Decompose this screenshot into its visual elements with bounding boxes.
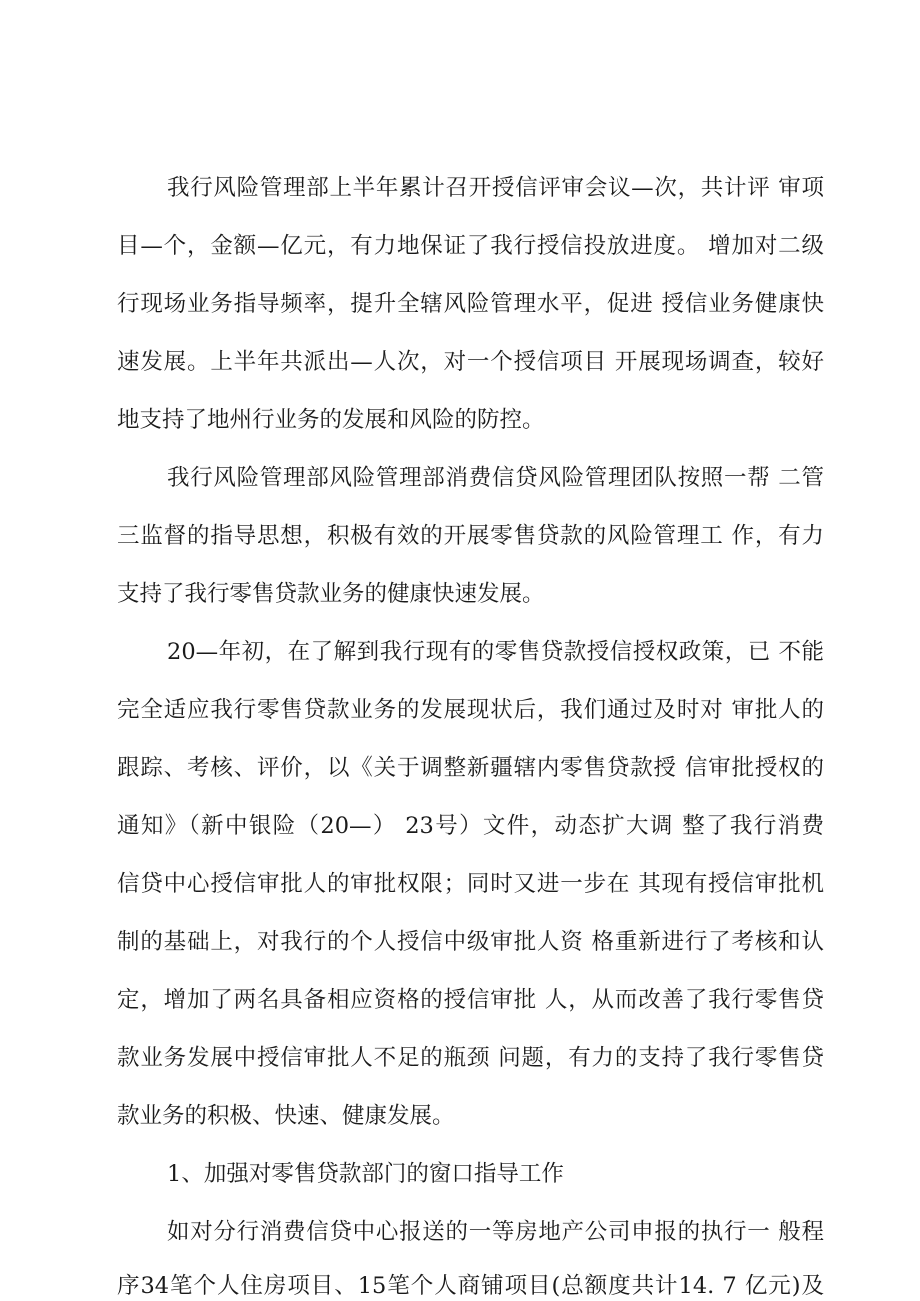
paragraph-2-line-3: 支持了我行零售贷款业务的健康快速发展。 <box>117 581 545 607</box>
section-heading-1: 1、加强对零售贷款部门的窗口指导工作 <box>167 1161 564 1187</box>
paragraph-2-line-2: 三监督的指导思想，积极有效的开展零售贷款的风险管理工 作，有力 <box>117 523 824 549</box>
paragraph-3-line-4: 通知》（新中银险（20—） 23号）文件，动态扩大调 整了我行消费 <box>117 813 824 839</box>
paragraph-4-line-2: 序34笔个人住房项目、15笔个人商铺项目(总额度共计14. 7 亿元)及 <box>117 1273 824 1299</box>
paragraph-1-line-4: 速发展。上半年共派出—人次，对一个授信项目 开展现场调查，较好 <box>117 349 824 375</box>
paragraph-3-line-9: 款业务的积极、快速、健康发展。 <box>117 1103 455 1129</box>
paragraph-2-line-1: 我行风险管理部风险管理部消费信贷风险管理团队按照一帮 二管 <box>167 465 824 491</box>
paragraph-4-line-1: 如对分行消费信贷中心报送的一等房地产公司申报的执行一 般程 <box>167 1219 824 1245</box>
paragraph-3-line-6: 制的基础上，对我行的个人授信中级审批人资 格重新进行了考核和认 <box>117 929 824 955</box>
paragraph-3-line-2: 完全适应我行零售贷款业务的发展现状后，我们通过及时对 审批人的 <box>117 697 824 723</box>
paragraph-1-line-1: 我行风险管理部上半年累计召开授信评审会议—次，共计评 审项 <box>167 175 824 201</box>
paragraph-3-line-5: 信贷中心授信审批人的审批权限；同时又进一步在 其现有授信审批机 <box>117 871 824 897</box>
paragraph-3-line-1: 20—年初，在了解到我行现有的零售贷款授信授权政策，已 不能 <box>167 639 824 665</box>
paragraph-1-line-5: 地支持了地州行业务的发展和风险的防控。 <box>117 407 545 433</box>
paragraph-3-line-3: 跟踪、考核、评价，以《关于调整新疆辖内零售贷款授 信审批授权的 <box>117 755 824 781</box>
paragraph-1-line-2: 目—个，金额—亿元，有力地保证了我行授信投放进度。 增加对二级 <box>117 233 824 259</box>
paragraph-1-line-3: 行现场业务指导频率，提升全辖风险管理水平，促进 授信业务健康快 <box>117 291 824 317</box>
paragraph-3-line-8: 款业务发展中授信审批人不足的瓶颈 问题，有力的支持了我行零售贷 <box>117 1045 824 1071</box>
paragraph-3-line-7: 定，增加了两名具备相应资格的授信审批 人，从而改善了我行零售贷 <box>117 987 824 1013</box>
